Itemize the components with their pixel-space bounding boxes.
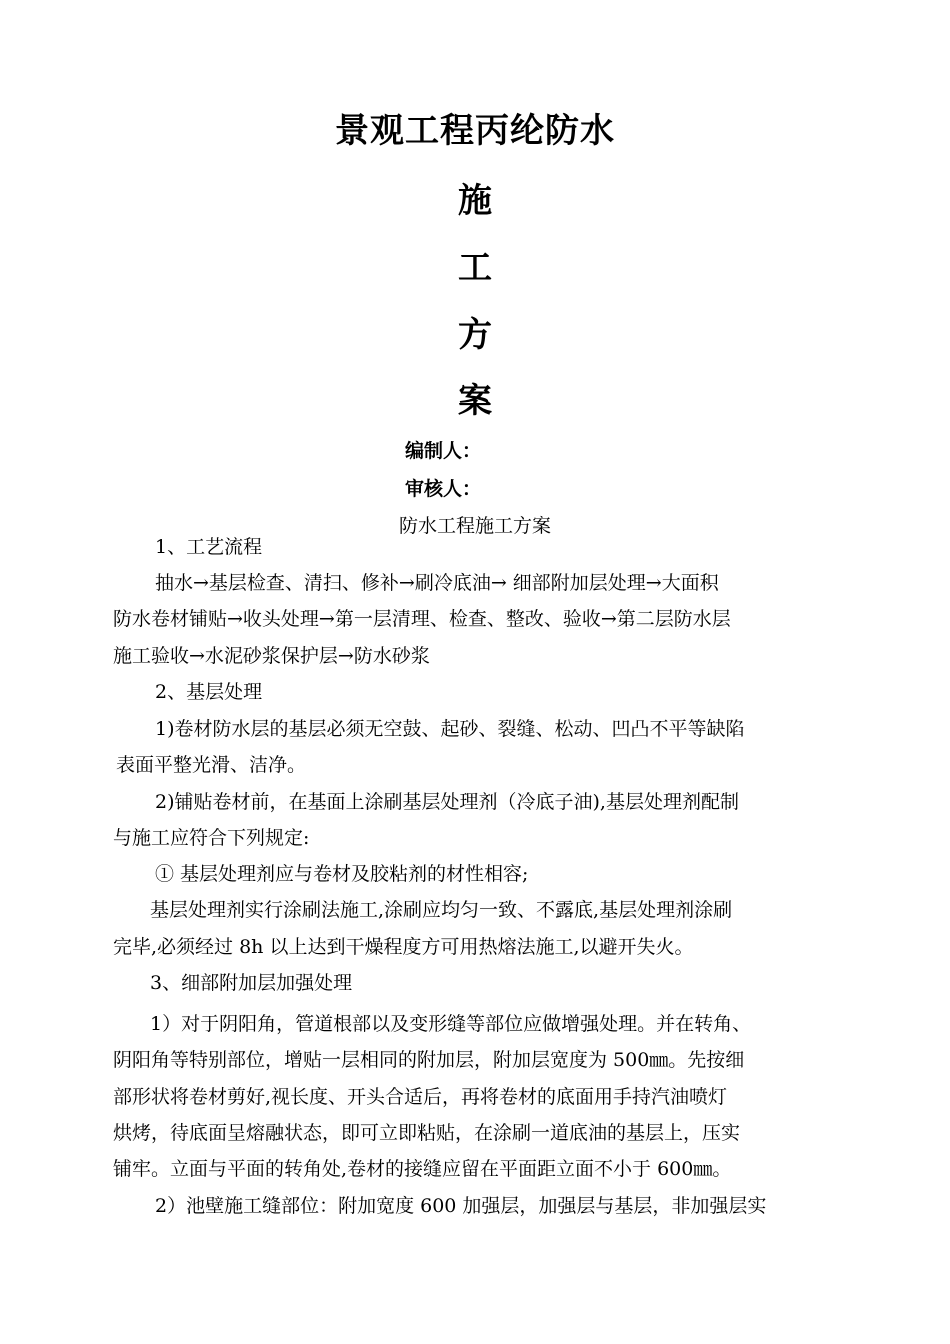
compiler-label: 编制人： bbox=[405, 440, 482, 462]
section-2-heading: 2、基层处理 bbox=[155, 681, 263, 703]
paragraph-line: 烘烤，待底面呈熔融状态，即可立即粘贴，在涂刷一道底油的基层上，压实 bbox=[113, 1122, 741, 1144]
section-3-heading: 3、细部附加层加强处理 bbox=[150, 972, 353, 994]
paragraph-line: 1)卷材防水层的基层必须无空鼓、起砂、裂缝、松动、凹凸不平等缺陷 bbox=[155, 718, 745, 740]
paragraph-line: 阴阳角等特别部位，增贴一层相同的附加层，附加层宽度为 500㎜。先按细 bbox=[113, 1049, 745, 1071]
paragraph-line: 抽水→基层检查、清扫、修补→刷冷底油→ 细部附加层处理→大面积 bbox=[155, 572, 719, 594]
title-char-2: 工 bbox=[458, 248, 492, 288]
paragraph-line: 铺牢。立面与平面的转角处,卷材的接缝应留在平面距立面不小于 600㎜。 bbox=[113, 1158, 732, 1180]
paragraph-line: 完毕,必须经过 8h 以上达到干燥程度方可用热熔法施工,以避开失火。 bbox=[113, 936, 694, 958]
paragraph-line: 施工验收→水泥砂浆保护层→防水砂浆 bbox=[113, 645, 430, 667]
title-char-1: 施 bbox=[458, 181, 492, 221]
section-1-heading: 1、工艺流程 bbox=[155, 536, 263, 558]
paragraph-line: 与施工应符合下列规定: bbox=[113, 827, 310, 849]
paragraph-line: 部形状将卷材剪好,视长度、开头合适后，再将卷材的底面用手持汽油喷灯 bbox=[113, 1086, 728, 1108]
paragraph-line: 基层处理剂实行涂刷法施工,涂刷应均匀一致、不露底,基层处理剂涂刷 bbox=[150, 899, 733, 921]
document-title: 景观工程丙纶防水 bbox=[335, 111, 615, 151]
paragraph-line: 表面平整光滑、洁净。 bbox=[116, 754, 307, 776]
title-char-4: 案 bbox=[458, 381, 492, 421]
paragraph-line: 防水卷材铺贴→收头处理→第一层清理、检查、整改、验收→第二层防水层 bbox=[113, 608, 731, 630]
paragraph-line: 2）池壁施工缝部位：附加宽度 600 加强层，加强层与基层，非加强层实 bbox=[155, 1195, 767, 1217]
section-heading: 防水工程施工方案 bbox=[398, 515, 551, 537]
title-char-3: 方 bbox=[458, 315, 492, 355]
reviewer-label: 审核人： bbox=[405, 478, 482, 500]
paragraph-line: 2)铺贴卷材前，在基面上涂刷基层处理剂（冷底子油),基层处理剂配制 bbox=[155, 791, 739, 813]
paragraph-line: ① 基层处理剂应与卷材及胶粘剂的材性相容; bbox=[155, 863, 529, 885]
paragraph-line: 1）对于阴阳角，管道根部以及变形缝等部位应做增强处理。并在转角、 bbox=[150, 1013, 752, 1035]
